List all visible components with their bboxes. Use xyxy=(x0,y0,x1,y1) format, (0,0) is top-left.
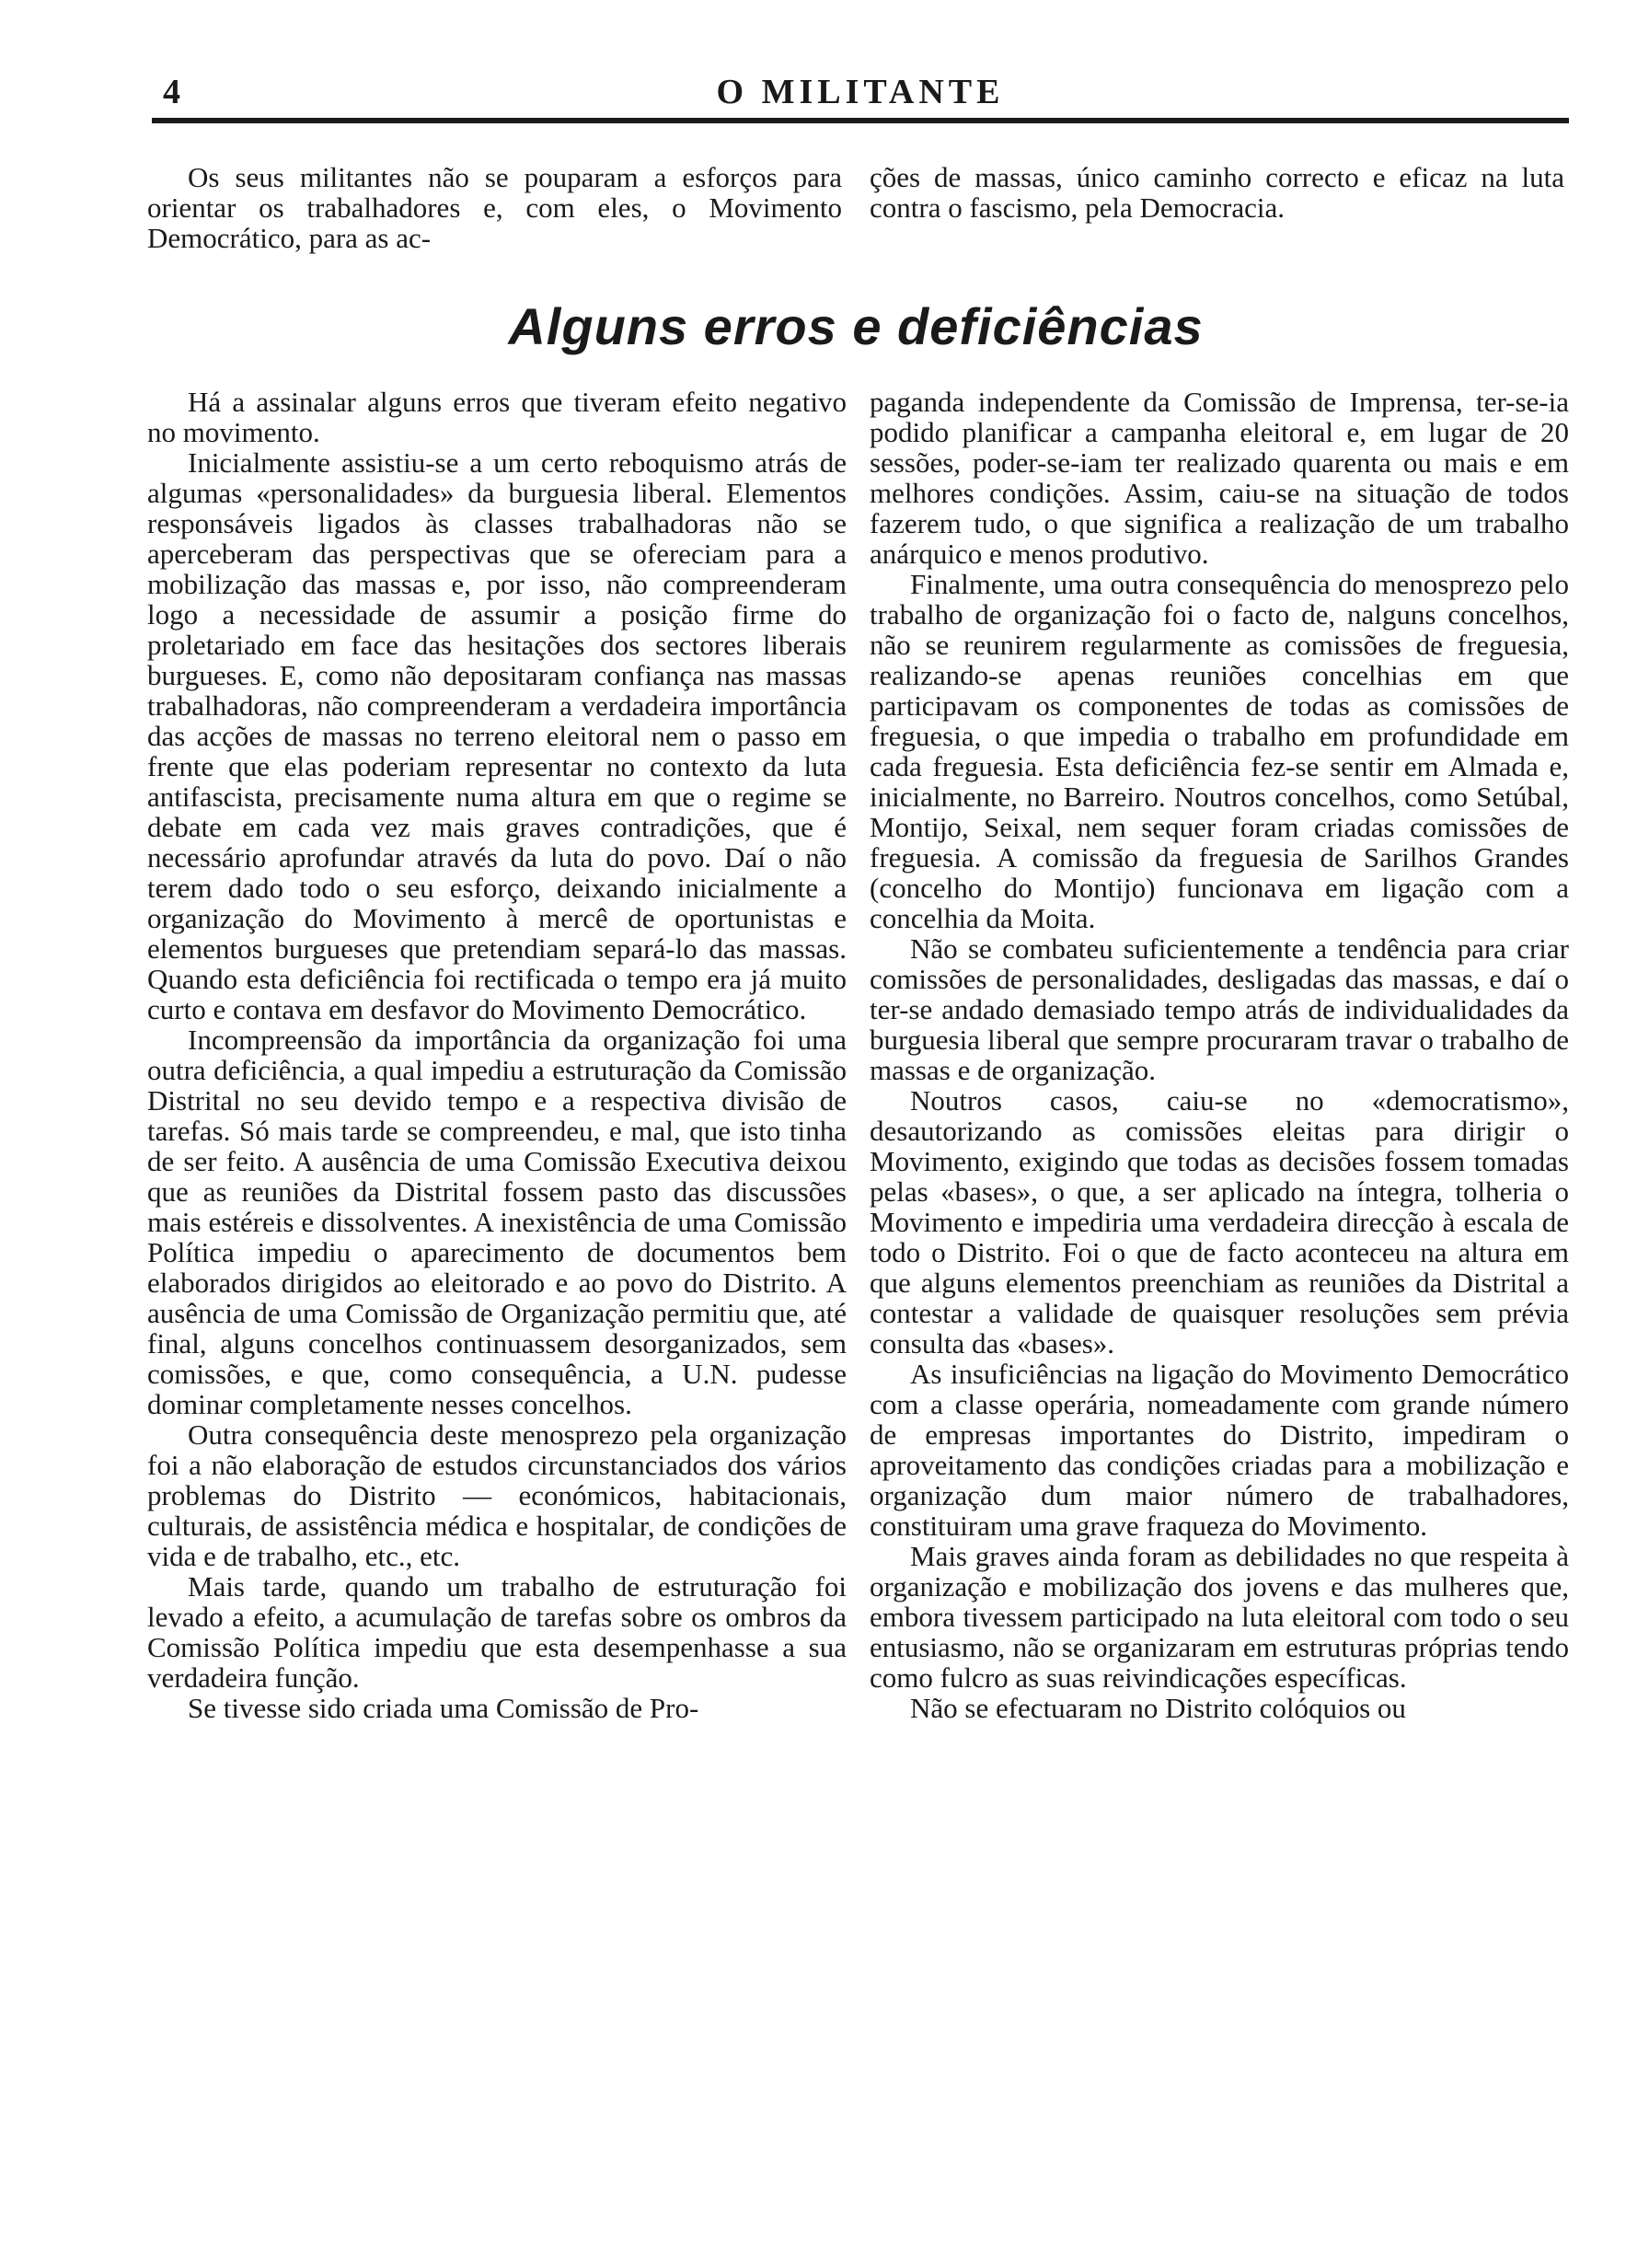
intro-right-column xyxy=(870,162,1564,223)
paragraph: Outra consequência deste menosprezo pela organização foi a não elaboração de estudos circunstanciados dos vários problemas do Distrito — económicos, habitacionais, culturais, de assistência médica e hospitalar, de condições de vida e de trabalho, etc., etc. xyxy=(147,1418,847,1572)
paragraph: Mais tarde, quando um trabalho de estruturação foi levado a efeito, a acumulação de tarefas sobre os ombros da Comissão Política impediu que esta desempenhasse a sua verdadeira função. xyxy=(147,1570,847,1694)
paragraph: Finalmente, uma outra consequência do menosprezo pelo trabalho de organização foi o facto de, nalguns concelhos, não se reunirem regularmente as comissões de freguesia, realizando-se apenas reuniões concelhias em que participavam os componentes de todas as comissões de freguesia, o que impedia o trabalho em profundidade em cada freguesia. Esta deficiência fez-se sentir em Almada e, inicialmente, no Barreiro. Noutros concelhos, como Setúbal, Montijo, Seixal, nem sequer foram criadas comissões de freguesia. A comissão da freguesia de Sarilhos Grandes (concelho do Montijo) funcionava em ligação com a concelhia da Moita. xyxy=(870,568,1569,934)
header-rule xyxy=(152,118,1569,123)
paragraph: Não se efectuaram no Distrito colóquios ou xyxy=(910,1692,1406,1724)
intro-right-paragraph: ções de massas, único caminho correcto e eficaz na luta contra o fascismo, pela Democracia. xyxy=(870,161,1564,224)
page-number: 4 xyxy=(163,73,180,111)
intro-left-paragraph: Os seus militantes não se pouparam a esforços para orientar os trabalhadores e, com eles, o Movimento Democrático, para as ac- xyxy=(147,161,842,254)
paragraph: Se tivesse sido criada uma Comissão de Pro- xyxy=(188,1692,699,1724)
journal-title: O MILITANTE xyxy=(716,73,1005,111)
intro-left-column xyxy=(147,162,842,253)
paragraph: Há a assinalar alguns erros que tiveram efeito negativo no movimento. xyxy=(147,386,847,448)
page-header xyxy=(152,66,1569,122)
section-title: Alguns erros e deficiências xyxy=(508,297,1204,355)
paragraph: As insuficiências na ligação do Movimento Democrático com a classe operária, nomeadamente com grande número de empresas importantes do Distrito, impediram o aproveitamento das condições criadas para a mobilização e organização dum maior número de trabalhadores, constituiram uma grave fraqueza do Movimento. xyxy=(870,1358,1569,1542)
right-column xyxy=(870,387,1569,1723)
paragraph: Noutros casos, caiu-se no «democratismo», desautorizando as comissões eleitas para dirigir o Movimento, exigindo que todas as decisões fossem tomadas pelas «bases», o que, a ser aplicado na íntegra, tolheria o Movimento e impediria uma verdadeira direcção à escala de todo o Distrito. Foi o que de facto aconteceu na altura em que alguns elementos preenchiam as reuniões da Distrital a contestar a validade de quaisquer resoluções sem prévia consulta das «bases». xyxy=(870,1084,1569,1360)
paragraph: Incompreensão da importância da organização foi uma outra deficiência, a qual impediu a estruturação da Comissão Distrital no seu devido tempo e a respectiva divisão de tarefas. Só mais tarde se compreendeu, e mal, que isto tinha de ser feito. A ausência de uma Comissão Executiva deixou que as reuniões da Distrital fossem pasto das discussões mais estéreis e dissolventes. A inexistência de uma Comissão Política impediu o aparecimento de documentos bem elaborados dirigidos ao eleitorado e ao povo do Distrito. A ausência de uma Comissão de Organização permitiu que, até final, alguns concelhos continuassem desorganizados, sem comissões, e que, como consequência, a U.N. pudesse dominar completamente nesses concelhos. xyxy=(147,1024,847,1420)
paragraph: Inicialmente assistiu-se a um certo reboquismo atrás de algumas «personalidades» da burguesia liberal. Elementos responsáveis ligados às classes trabalhadoras não se aperceberam das perspectivas que se ofereciam para a mobilização das massas e, por isso, não compreenderam logo a necessidade de assumir a posição firme do proletariado em face das hesitações dos sectores liberais burgueses. E, como não depositaram confiança nas massas trabalhadoras, não compreenderam a verdadeira importância das acções de massas no terreno eleitoral nem o passo em frente que elas poderiam representar no contexto da luta antifascista, precisamente numa altura em que o regime se debate em cada vez mais graves contradições, que é necessário aprofundar através da luta do povo. Daí o não terem dado todo o seu esforço, deixando inicialmente a organização do Movimento à mercê de oportunistas e elementos burgueses que pretendiam separá-lo das massas. Quando esta deficiência foi rectificada o tempo era já muito curto e contava em desfavor do Movimento Democrático. xyxy=(147,446,847,1025)
paragraph: Não se combateu suficientemente a tendência para criar comissões de personalidades, desligadas das massas, e daí o ter-se andado demasiado tempo atrás de individualidades da burguesia liberal que sempre procuraram travar o trabalho de massas e de organização. xyxy=(870,932,1569,1086)
paragraph: Mais graves ainda foram as debilidades no que respeita à organização e mobilização dos jovens e das mulheres que, embora tivessem participado na luta eleitoral com todo o seu entusiasmo, não se organizaram em estruturas próprias tendo como fulcro as suas reivindicações específicas. xyxy=(870,1540,1569,1694)
paragraph-continued: paganda independente da Comissão de Imprensa, ter-se-ia podido planificar a campanha eleitoral e, em lugar de 20 sessões, poder-se-iam ter realizado quarenta ou mais e em melhores condições. Assim, caiu-se na situação de todos fazerem tudo, o que significa a realização de um trabalho anárquico e menos produtivo. xyxy=(870,386,1569,570)
left-column xyxy=(147,387,847,1723)
